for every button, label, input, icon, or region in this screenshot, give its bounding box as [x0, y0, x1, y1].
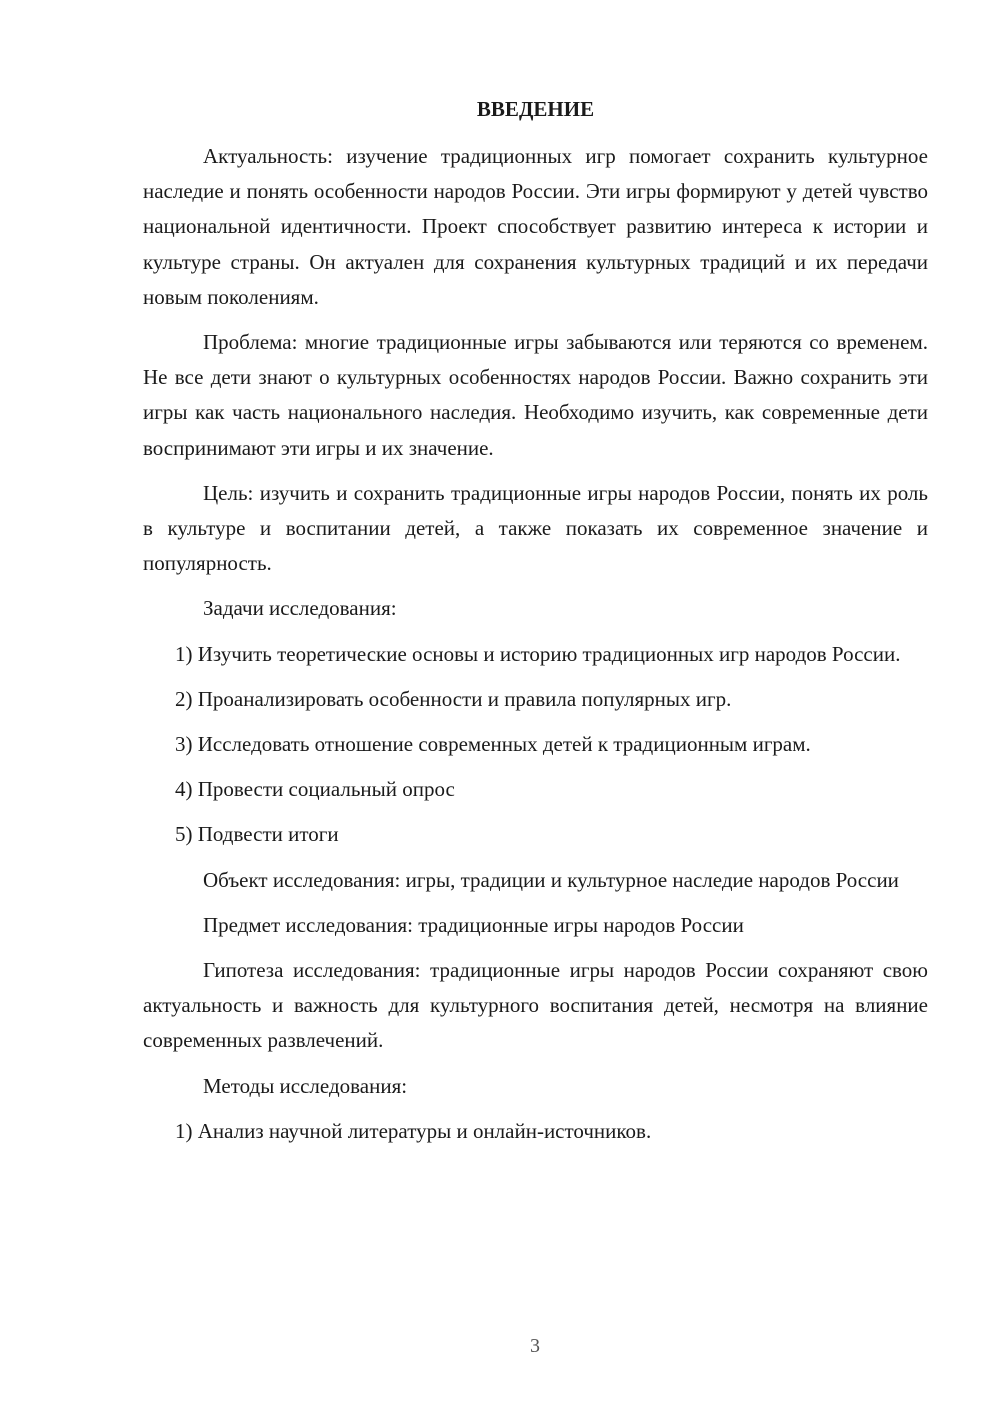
task-item: 5) Подвести итоги [175, 822, 339, 847]
subject-paragraph: Предмет исследования: традиционные игры народов России [203, 912, 744, 937]
goal-paragraph: Цель: изучить и сохранить традиционные игры народов России, понять их роль в культуре и воспитании детей, а также показать их современное значение и популярность. [143, 480, 928, 576]
method-item: 1) Анализ научной литературы и онлайн-источников. [175, 1118, 652, 1143]
page-title: ВВЕДЕНИЕ [476, 97, 595, 121]
methods-title: Методы исследования: [203, 1073, 408, 1098]
task-item: 4) Провести социальный опрос [175, 777, 455, 802]
task-item: 3) Исследовать отношение современных детей к традиционным играм. [175, 732, 811, 757]
object-paragraph: Объект исследования: игры, традиции и культурное наследие народов России [203, 867, 899, 892]
page-number: 3 [530, 1335, 540, 1357]
document-page [143, 95, 928, 1159]
problem-paragraph: Проблема: многие традиционные игры забываются или теряются со временем. Не все дети знают о культурных особенностях народов России. Важно сохранить эти игры как часть национального наследия. Необходимо изучить, как современные дети воспринимают эти игры и их значение. [143, 330, 928, 460]
hypothesis-paragraph: Гипотеза исследования: традиционные игры народов России сохраняют свою актуальность и важность для культурного воспитания детей, несмотря на влияние современных развлечений. [143, 958, 928, 1053]
task-item: 1) Изучить теоретические основы и историю традиционных игр народов России. [175, 641, 901, 666]
task-item: 2) Проанализировать особенности и правила популярных игр. [175, 686, 732, 711]
relevance-paragraph: Актуальность: изучение традиционных игр помогает сохранить культурное наследие и понять особенности народов России. Эти игры формируют у детей чувство национальной идентичности. Проект способствует развитию интереса к истории и культуре страны. Он актуален для сохранения культурных традиций и их передачи новым поколениям. [143, 144, 928, 309]
tasks-title: Задачи исследования: [203, 596, 397, 621]
